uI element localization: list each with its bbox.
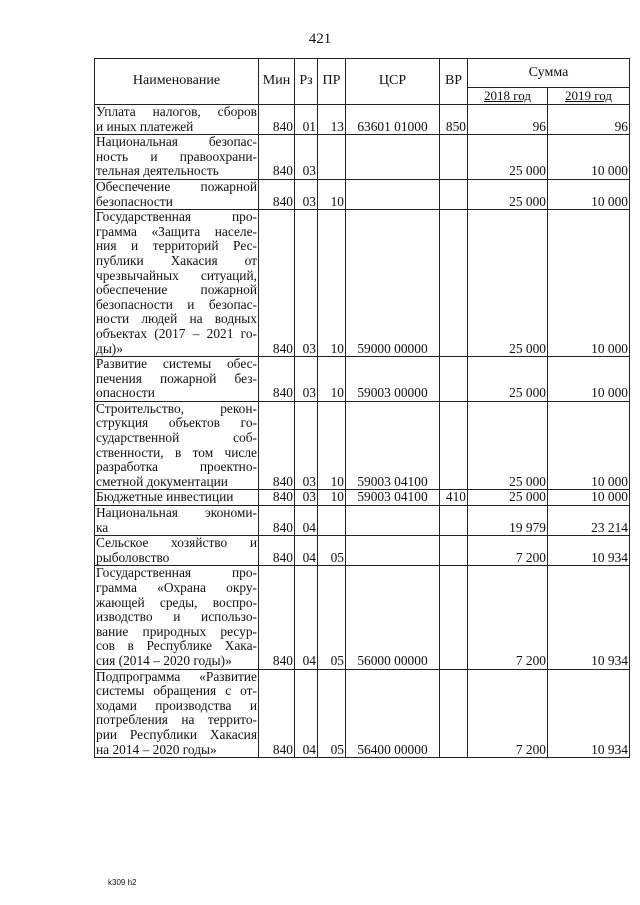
header-vr: ВР — [440, 59, 468, 105]
row-name-line: Развитие системы обес- — [96, 356, 257, 372]
table-row — [95, 566, 630, 669]
row-name-line: Государственная про- — [96, 209, 257, 225]
row-name-line: безопасности и безопас- — [96, 296, 257, 312]
row-sum-2019: 10 934 — [548, 669, 630, 758]
header-row — [95, 59, 630, 88]
row-vr: 850 — [440, 105, 468, 135]
row-name-line: ственности, в том числе — [96, 444, 257, 460]
row-min: 840 — [259, 490, 295, 506]
row-pr: 10 — [318, 210, 346, 357]
row-name — [95, 566, 259, 669]
row-rz: 03 — [295, 357, 318, 402]
row-name-line: безопасности — [96, 193, 173, 209]
row-sum-2018: 25 000 — [468, 135, 548, 180]
header-csr: ЦСР — [346, 59, 440, 105]
row-name — [95, 105, 259, 135]
row-rz: 03 — [295, 179, 318, 209]
row-sum-2018: 25 000 — [468, 490, 548, 506]
row-pr — [318, 506, 346, 536]
row-name-line: чрезвычайных ситуаций, — [96, 267, 257, 283]
row-name-line: сов в Республике Хака- — [96, 638, 257, 654]
table-row — [95, 490, 630, 506]
row-pr: 13 — [318, 105, 346, 135]
row-name-line: объектах (2017 – 2021 го- — [96, 325, 257, 341]
row-pr — [318, 135, 346, 180]
row-sum-2018: 7 200 — [468, 566, 548, 669]
row-rz: 04 — [295, 506, 318, 536]
row-name — [95, 179, 259, 209]
header-name: Наименование — [95, 59, 259, 105]
row-vr — [440, 536, 468, 566]
table-row — [95, 669, 630, 758]
row-name-line: ды)» — [96, 340, 123, 356]
table-row — [95, 105, 630, 135]
row-name-line: разработка проектно- — [96, 459, 257, 475]
row-name-line: опасности — [96, 385, 155, 401]
row-name-line: вание природных ресур- — [96, 623, 257, 639]
row-sum-2018: 25 000 — [468, 401, 548, 490]
row-name-line: потребления на террито- — [96, 712, 257, 728]
row-rz: 04 — [295, 669, 318, 758]
row-min: 840 — [259, 669, 295, 758]
table-body — [95, 105, 630, 758]
table-row — [95, 506, 630, 536]
row-csr — [346, 506, 440, 536]
row-name-line: ность и правоохрани- — [96, 148, 257, 164]
row-sum-2019: 10 934 — [548, 536, 630, 566]
row-name-line: Сельское хозяйство и — [96, 535, 257, 551]
row-name-line: ходами производства и — [96, 697, 257, 713]
row-sum-2019: 10 000 — [548, 401, 630, 490]
row-name-line: Национальная безопас- — [96, 134, 257, 150]
row-min: 840 — [259, 357, 295, 402]
row-min: 840 — [259, 536, 295, 566]
row-csr: 56000 00000 — [346, 566, 440, 669]
row-name-line: сударственной соб- — [96, 430, 257, 446]
header-rz: Рз — [295, 59, 318, 105]
row-name-line: Строительство, рекон- — [96, 401, 257, 416]
row-min: 840 — [259, 566, 295, 669]
row-sum-2019: 10 000 — [548, 135, 630, 180]
row-name-line: Подпрограмма «Развитие — [96, 669, 257, 684]
row-vr — [440, 506, 468, 536]
row-name — [95, 490, 259, 506]
row-pr: 10 — [318, 357, 346, 402]
row-min: 840 — [259, 135, 295, 180]
row-name-line: тельная деятельность — [96, 163, 219, 179]
row-sum-2019: 23 214 — [548, 506, 630, 536]
row-sum-2018: 25 000 — [468, 210, 548, 357]
row-name-line: грамма «Защита населе- — [96, 223, 257, 239]
row-vr — [440, 566, 468, 669]
page-number: 421 — [308, 31, 332, 47]
row-csr: 63601 01000 — [346, 105, 440, 135]
row-sum-2019: 10 000 — [548, 357, 630, 402]
row-rz: 03 — [295, 135, 318, 180]
row-min: 840 — [259, 210, 295, 357]
row-vr — [440, 210, 468, 357]
row-min: 840 — [259, 105, 295, 135]
table-row — [95, 135, 630, 180]
row-name-line: сия (2014 – 2020 годы)» — [96, 652, 232, 668]
footer-code: k309 h2 — [108, 878, 137, 887]
row-name — [95, 401, 259, 490]
row-pr: 05 — [318, 669, 346, 758]
row-csr: 59000 00000 — [346, 210, 440, 357]
row-name-line: струкция объектов го- — [96, 415, 257, 431]
row-vr: 410 — [440, 490, 468, 506]
row-min: 840 — [259, 179, 295, 209]
row-pr: 10 — [318, 401, 346, 490]
table-row — [95, 179, 630, 209]
row-name-line: Национальная экономи- — [96, 505, 257, 521]
row-name-line: ния и территорий Рес- — [96, 238, 257, 254]
row-name-line: грамма «Охрана окру- — [96, 580, 257, 595]
row-name-line: на 2014 – 2020 годы» — [96, 741, 217, 757]
row-name-line: печения пожарной без- — [96, 370, 257, 386]
row-name-line: жающей среды, воспро- — [96, 594, 257, 610]
row-pr: 10 — [318, 490, 346, 506]
row-csr — [346, 135, 440, 180]
header-pr: ПР — [318, 59, 346, 105]
row-name — [95, 669, 259, 758]
row-pr: 10 — [318, 179, 346, 209]
row-rz: 04 — [295, 566, 318, 669]
row-sum-2018: 25 000 — [468, 179, 548, 209]
row-sum-2018: 7 200 — [468, 536, 548, 566]
row-name — [95, 135, 259, 180]
row-name-line: и иных платежей — [96, 118, 194, 134]
row-sum-2018: 19 979 — [468, 506, 548, 536]
row-name-line: Государственная про- — [96, 565, 257, 581]
row-vr — [440, 401, 468, 490]
row-name-line: рыболовство — [96, 549, 170, 565]
row-rz: 04 — [295, 536, 318, 566]
row-csr — [346, 179, 440, 209]
header-year-2019: 2019 год — [548, 88, 630, 105]
row-min: 840 — [259, 506, 295, 536]
row-name-line: изводство и использо- — [96, 609, 257, 625]
row-name — [95, 210, 259, 357]
row-name — [95, 357, 259, 402]
row-sum-2018: 7 200 — [468, 669, 548, 758]
row-vr — [440, 179, 468, 209]
row-sum-2018: 96 — [468, 105, 548, 135]
row-name — [95, 536, 259, 566]
row-sum-2019: 96 — [548, 105, 630, 135]
budget-table — [94, 58, 630, 758]
row-rz: 03 — [295, 401, 318, 490]
table-row — [95, 401, 630, 490]
header-year-2018: 2018 год — [468, 88, 548, 105]
row-name-line: публики Хакасия от — [96, 252, 257, 268]
row-csr — [346, 536, 440, 566]
table-row — [95, 536, 630, 566]
row-rz: 03 — [295, 490, 318, 506]
table-row — [95, 357, 630, 402]
row-name — [95, 506, 259, 536]
row-name-line: обеспечение пожарной — [96, 282, 257, 298]
row-name-line: ка — [96, 519, 109, 535]
row-sum-2019: 10 000 — [548, 490, 630, 506]
row-name-line: сметной документации — [96, 473, 228, 489]
row-vr — [440, 135, 468, 180]
row-name-line: Уплата налогов, сборов — [96, 104, 257, 119]
row-csr: 59003 04100 — [346, 401, 440, 490]
row-name-line: рии Республики Хакасия — [96, 726, 257, 742]
row-sum-2018: 25 000 — [468, 357, 548, 402]
header-min: Мин — [259, 59, 295, 105]
row-name-line: ности людей на водных — [96, 311, 257, 327]
row-sum-2019: 10 934 — [548, 566, 630, 669]
row-csr: 59003 04100 — [346, 490, 440, 506]
row-sum-2019: 10 000 — [548, 179, 630, 209]
row-csr: 59003 00000 — [346, 357, 440, 402]
row-vr — [440, 669, 468, 758]
row-csr: 56400 00000 — [346, 669, 440, 758]
table-row — [95, 210, 630, 357]
row-min: 840 — [259, 401, 295, 490]
row-rz: 03 — [295, 210, 318, 357]
header-sum: Сумма — [468, 59, 630, 88]
row-name-line: Обеспечение пожарной — [96, 179, 257, 194]
row-name-line: Бюджетные инвестиции — [96, 489, 234, 505]
row-name-line: системы обращения с от- — [96, 683, 257, 699]
row-pr: 05 — [318, 566, 346, 669]
row-pr: 05 — [318, 536, 346, 566]
row-rz: 01 — [295, 105, 318, 135]
row-sum-2019: 10 000 — [548, 210, 630, 357]
row-vr — [440, 357, 468, 402]
